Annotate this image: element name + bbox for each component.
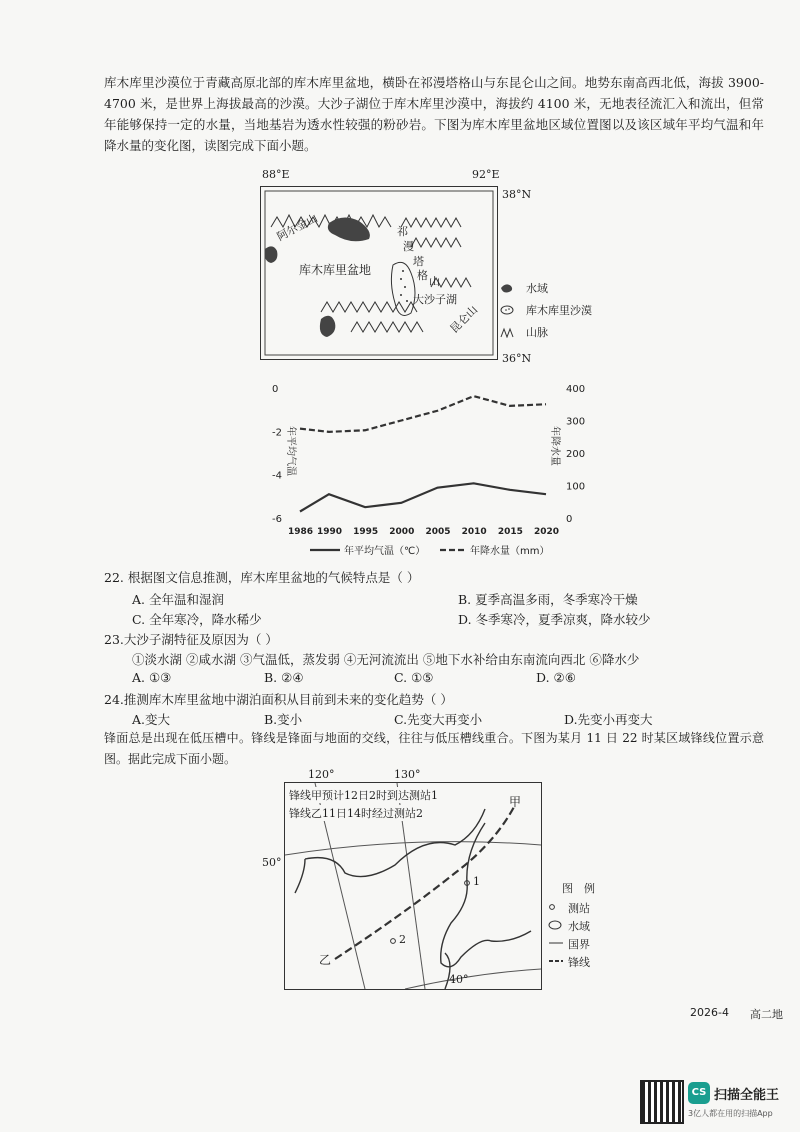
x-tick-label: 1986 — [288, 527, 314, 537]
map1-mountain2-char-1: 祁 — [397, 225, 408, 238]
border-icon — [548, 937, 564, 949]
footer-date: 2026-4 — [690, 1006, 729, 1019]
q22-option-c[interactable]: C. 全年寒冷，降水稀少 — [132, 612, 262, 627]
q22-option-b[interactable]: B. 夏季高温多雨，冬季寒冷干燥 — [458, 592, 638, 607]
legend-desert-label: 库木库里沙漠 — [526, 304, 592, 317]
water-icon — [548, 919, 564, 931]
legend-water-label: 水域 — [526, 282, 548, 295]
scanner-subtitle: 3亿人都在用的扫描App — [688, 1109, 773, 1118]
map1-lon-left: 88°E — [262, 168, 290, 181]
x-tick-label: 2010 — [461, 527, 487, 537]
x-tick-label: 2005 — [425, 527, 451, 537]
y-right-tick-label: 0 — [566, 514, 573, 525]
y-right-tick-label: 200 — [566, 449, 586, 460]
mountain-icon — [500, 326, 514, 338]
q23-option-d[interactable]: D. ②⑥ — [536, 670, 576, 685]
station-icon — [548, 901, 564, 913]
map1-lat-bottom: 36°N — [502, 352, 532, 365]
climate-chart — [270, 378, 590, 564]
y-left-tick-label: -4 — [272, 470, 282, 482]
y-right-tick-label: 100 — [566, 481, 586, 493]
front-label-yi: 乙 — [319, 953, 332, 967]
q23-option-a[interactable]: A. ①③ — [132, 670, 172, 685]
map1-mountain2-char-5: 山 — [429, 275, 440, 288]
q22-option-a[interactable]: A. 全年温和湿润 — [132, 592, 224, 607]
front-label-jia: 甲 — [509, 795, 522, 809]
map2-lat-40: 40° — [449, 973, 469, 986]
precipitation-series-line — [300, 396, 546, 432]
map2-note-2: 锋线乙11日14时经过测站2 — [289, 807, 423, 820]
temperature-series-line — [300, 483, 546, 511]
map2-lon-130: 130° — [394, 768, 421, 781]
map2-legend-front: 锋线 — [568, 956, 590, 969]
q23-option-c[interactable]: C. ①⑤ — [394, 670, 434, 685]
map1-lat-top: 38°N — [502, 188, 532, 201]
x-tick-label: 2015 — [497, 527, 523, 537]
basin-map-drawing — [261, 187, 497, 359]
front-map — [284, 782, 542, 990]
mountain-range-mid — [411, 238, 461, 247]
mountain-range-south — [321, 302, 417, 312]
legend-precipitation-label: 年降水量（mm） — [470, 546, 550, 557]
parallel-50 — [285, 842, 541, 855]
q24-option-b[interactable]: B.变小 — [264, 712, 303, 727]
desert-icon — [500, 304, 514, 316]
map1-mountain-label-1: 阿尔金山 — [274, 211, 320, 244]
water-icon — [500, 282, 514, 294]
map1-mountain2-char-3: 塔 — [413, 255, 424, 268]
map2-note-1: 锋线甲预计12日2时到达测站1 — [289, 789, 438, 802]
legend-temperature-label: 年平均气温（℃） — [344, 546, 426, 557]
mountain-range-south2 — [351, 322, 423, 332]
y-left-tick-label: -2 — [272, 427, 282, 439]
y-right-tick-label: 300 — [566, 416, 586, 428]
x-tick-label: 1995 — [353, 527, 379, 537]
q24-option-d[interactable]: D.先变小再变大 — [564, 712, 653, 727]
scanner-logo: CS — [688, 1082, 710, 1104]
y-left-tick-label: 0 — [272, 384, 279, 395]
y-right-axis-label: 年降水量 — [549, 426, 560, 466]
x-tick-label: 1990 — [316, 527, 343, 537]
mountain-range-east — [401, 218, 461, 227]
map2-legend-water: 水域 — [568, 920, 590, 933]
parallel-40 — [405, 969, 541, 989]
map2-legend-border: 国界 — [568, 938, 590, 951]
map1-lon-right: 92°E — [472, 168, 500, 181]
station-2-marker — [391, 939, 396, 944]
map2-legend-title: 图 例 — [562, 882, 595, 895]
question-22-stem: 22. 根据图文信息推测，库木库里盆地的气候特点是（ ） — [104, 570, 420, 585]
question-24-stem: 24.推测库木库里盆地中湖泊面积从目前到未来的变化趋势（ ） — [104, 692, 453, 707]
qr-code — [640, 1080, 684, 1124]
q24-option-c[interactable]: C.先变大再变小 — [394, 712, 483, 727]
climate-chart-svg — [270, 378, 590, 564]
map1-lake-label: 大沙子湖 — [413, 293, 457, 306]
map2-legend-station: 测站 — [568, 902, 590, 915]
map1-mountain2-char-4: 格 — [417, 269, 428, 282]
y-right-tick-label: 400 — [566, 384, 586, 395]
map2-lat-50: 50° — [262, 856, 282, 869]
station-2-label: 2 — [399, 933, 406, 946]
water-body-2 — [265, 246, 278, 263]
y-left-axis-label: 年平均气温 — [285, 426, 296, 476]
front-line — [335, 805, 515, 959]
question-23-stem: 23.大沙子湖特征及原因为（ ） — [104, 632, 278, 647]
map2-lon-120: 120° — [308, 768, 335, 781]
map1-mountain2-char-2: 漫 — [403, 240, 414, 253]
map1-basin-label: 库木库里盆地 — [299, 263, 372, 277]
map1-legend — [500, 278, 620, 344]
passage-2: 锋面总是出现在低压槽中。锋线是锋面与地面的交线，往往与低压槽线重合。下图为某月 11 日 22 时某区域锋线位置示意图。据此完成下面小题。 — [104, 731, 764, 766]
border-west — [295, 859, 305, 893]
q22-option-d[interactable]: D. 冬季寒冷，夏季凉爽，降水较少 — [458, 612, 651, 627]
map1-mountain3-label: 昆仑山 — [447, 303, 481, 336]
footer-grade: 高二地 — [750, 1008, 783, 1021]
passage-1: 库木库里沙漠位于青藏高原北部的库木库里盆地，横卧在祁漫塔格山与东昆仑山之间。地势东南高西北低，海拔 3900-4700 米，是世界上海拔最高的沙漠。大沙子湖位于库木库里沙漠中，海拔约 4100 米，无地表径流汇入和流出，但常年能够保持一定的水量，当地基岩为透水性较强的粉砂岩。下图为库木库里盆地区域位置图以及该区域年平均气温和年降水量的变化图，读图完成下面小题。 — [104, 75, 764, 153]
water-body-3 — [320, 316, 335, 337]
x-tick-label: 2000 — [389, 527, 415, 537]
basin-location-map — [260, 186, 498, 360]
legend-mountain-label: 山脉 — [526, 326, 548, 339]
x-tick-label: 2020 — [534, 527, 560, 537]
front-icon — [548, 955, 564, 967]
y-left-tick-label: -6 — [272, 514, 282, 525]
q23-option-b[interactable]: B. ②④ — [264, 670, 304, 685]
station-1-label: 1 — [473, 875, 480, 888]
scanner-name: 扫描全能王 — [714, 1088, 780, 1103]
q24-option-a[interactable]: A.变大 — [132, 712, 171, 727]
question-23-items: ①淡水湖 ②咸水湖 ③气温低，蒸发弱 ④无河流流出 ⑤地下水补给由东南流向西北 ⑥降水少 — [132, 652, 640, 667]
